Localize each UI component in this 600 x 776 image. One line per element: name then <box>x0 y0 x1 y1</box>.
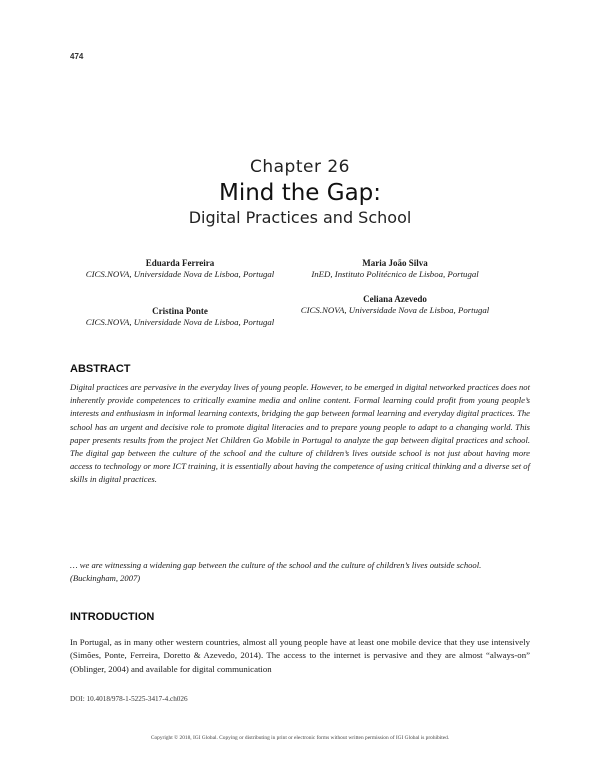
abstract-heading: ABSTRACT <box>70 363 131 375</box>
author-block <box>290 258 500 280</box>
author-affiliation: CICS.NOVA, Universidade Nova de Lisboa, Portugal <box>85 317 275 327</box>
page-number: 474 <box>70 52 84 61</box>
author-block <box>80 258 280 280</box>
author-affiliation: CICS.NOVA, Universidade Nova de Lisboa, Portugal <box>85 269 275 279</box>
copyright-notice: Copyright © 2018, IGI Global. Copying or distributing in print or electronic forms without written permission of IGI Global is prohibited. <box>150 735 450 741</box>
introduction-text: In Portugal, as in many other western countries, almost all young people have at least one mobile device that they use intensively (Simões, Ponte, Ferreira, Doretto & Azevedo, 2014). The access to the internet is pervasive and they are almost “always-on” (Oblinger, 2004) and available for digital communication <box>70 637 530 674</box>
author-affiliation: CICS.NOVA, Universidade Nova de Lisboa, Portugal <box>300 305 490 315</box>
introduction-heading: INTRODUCTION <box>70 611 155 623</box>
chapter-title: Mind the Gap: <box>218 180 382 206</box>
author-block <box>290 294 500 316</box>
chapter-label: Chapter 26 <box>249 157 350 177</box>
abstract-text: Digital practices are pervasive in the everyday lives of young people. However, to be emerged in digital networked practices does not inherently provide competences to critically examine media and online content. Formal learning could profit from young people’s interests and enthusiasm in informal learning contexts, bridging the gap between formal learning and everyday digital practices. The school has an urgent and decisive role to promote digital literacies and to prepare young people to adapt to a changing world. This paper presents results from the project Net Children Go Mobile in Portugal to analyze the gap between digital practices and school. The digital gap between the culture of the school and the culture of children’s lives outside school is not just about having more access to technology or more ICT training, it is essentially about having the competence of using critical thinking and a diverse set of skills in digital practices. <box>70 382 530 485</box>
epigraph-quote: … we are witnessing a widening gap between the culture of the school and the culture of children’s lives outside school. (Buckingham, 2007) <box>70 560 482 584</box>
chapter-subtitle: Digital Practices and School <box>188 208 412 227</box>
author-affiliation: InED, Instituto Politécnico de Lisboa, Portugal <box>311 269 479 279</box>
author-block <box>80 306 280 328</box>
author-name: Maria João Silva <box>362 258 428 268</box>
author-name: Cristina Ponte <box>152 306 208 316</box>
doi-line: DOI: 10.4018/978-1-5225-3417-4.ch026 <box>70 695 188 703</box>
author-name: Eduarda Ferreira <box>145 258 215 268</box>
author-name: Celiana Azevedo <box>363 294 427 304</box>
